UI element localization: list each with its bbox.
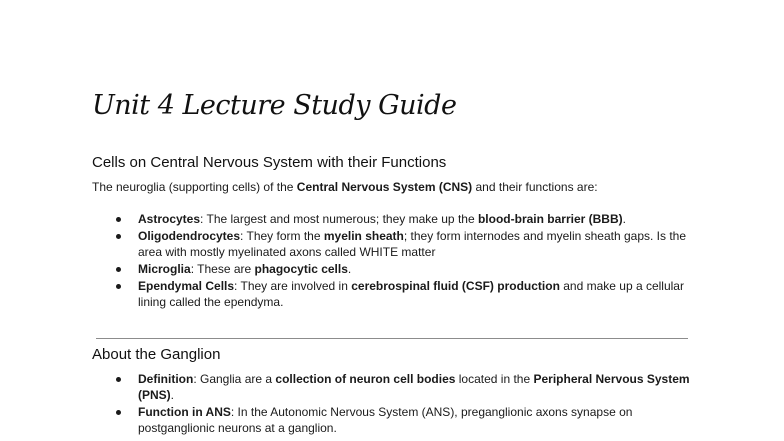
document-title: Unit 4 Lecture Study Guide xyxy=(92,90,457,121)
text: : In the Autonomic Nervous System (ANS), preganglionic axons synapse on postganglionic neurons at a ganglion. xyxy=(138,405,633,435)
bullet-icon xyxy=(116,234,121,239)
text: . xyxy=(347,262,352,276)
section-divider xyxy=(96,338,688,339)
term: Microglia xyxy=(138,262,191,276)
text: : They form the xyxy=(240,229,324,243)
text: located in the xyxy=(455,372,534,386)
bold-text: myelin sheath xyxy=(323,229,404,243)
list-item-function-in-ans xyxy=(116,404,696,436)
text: : These are xyxy=(190,262,255,276)
bullet-icon xyxy=(116,377,121,382)
term: Oligodendrocytes xyxy=(138,229,241,243)
list-item-astrocytes xyxy=(116,211,696,227)
ganglion-list xyxy=(116,371,696,437)
bold-text: cerebrospinal fluid (CSF) production xyxy=(351,279,560,293)
section-heading-cns-cells: Cells on Central Nervous System with their Functions xyxy=(92,154,447,171)
bullet-icon xyxy=(116,410,121,415)
list-item-microglia xyxy=(116,261,696,277)
bold-text: collection of neuron cell bodies xyxy=(275,372,456,386)
text: and make up a cellular lining called the ependyma. xyxy=(138,279,684,309)
text: : They are involved in xyxy=(234,279,352,293)
bullet-icon xyxy=(116,217,121,222)
text: : Ganglia are a xyxy=(193,372,276,386)
intro-text: The neuroglia (supporting cells) of the xyxy=(92,180,297,194)
term: Function in ANS xyxy=(138,405,231,419)
text: ; they form internodes and myelin sheath gaps. Is the area with mostly myelinated axons called WHITE matter xyxy=(138,229,687,259)
text: . xyxy=(622,212,626,226)
bold-text: blood-brain barrier (BBB) xyxy=(477,212,623,226)
section-intro xyxy=(92,180,598,194)
term: Astrocytes xyxy=(138,212,201,226)
list-item-oligodendrocytes xyxy=(116,228,696,260)
intro-bold-cns: Central Nervous System (CNS) xyxy=(296,180,473,194)
text: . xyxy=(170,388,175,402)
section-heading-ganglion: About the Ganglion xyxy=(92,346,221,363)
term: Definition xyxy=(138,372,194,386)
bold-text: phagocytic cells xyxy=(254,262,348,276)
list-item-ependymal-cells xyxy=(116,278,696,310)
bullet-icon xyxy=(116,284,121,289)
term: Ependymal Cells xyxy=(138,279,235,293)
intro-text-end: and their functions are: xyxy=(472,180,598,194)
bullet-icon xyxy=(116,267,121,272)
cns-cells-list xyxy=(116,211,696,311)
text: : The largest and most numerous; they make up the xyxy=(200,212,478,226)
list-item-definition xyxy=(116,371,696,403)
bold-text: Peripheral Nervous System (PNS) xyxy=(138,372,690,402)
